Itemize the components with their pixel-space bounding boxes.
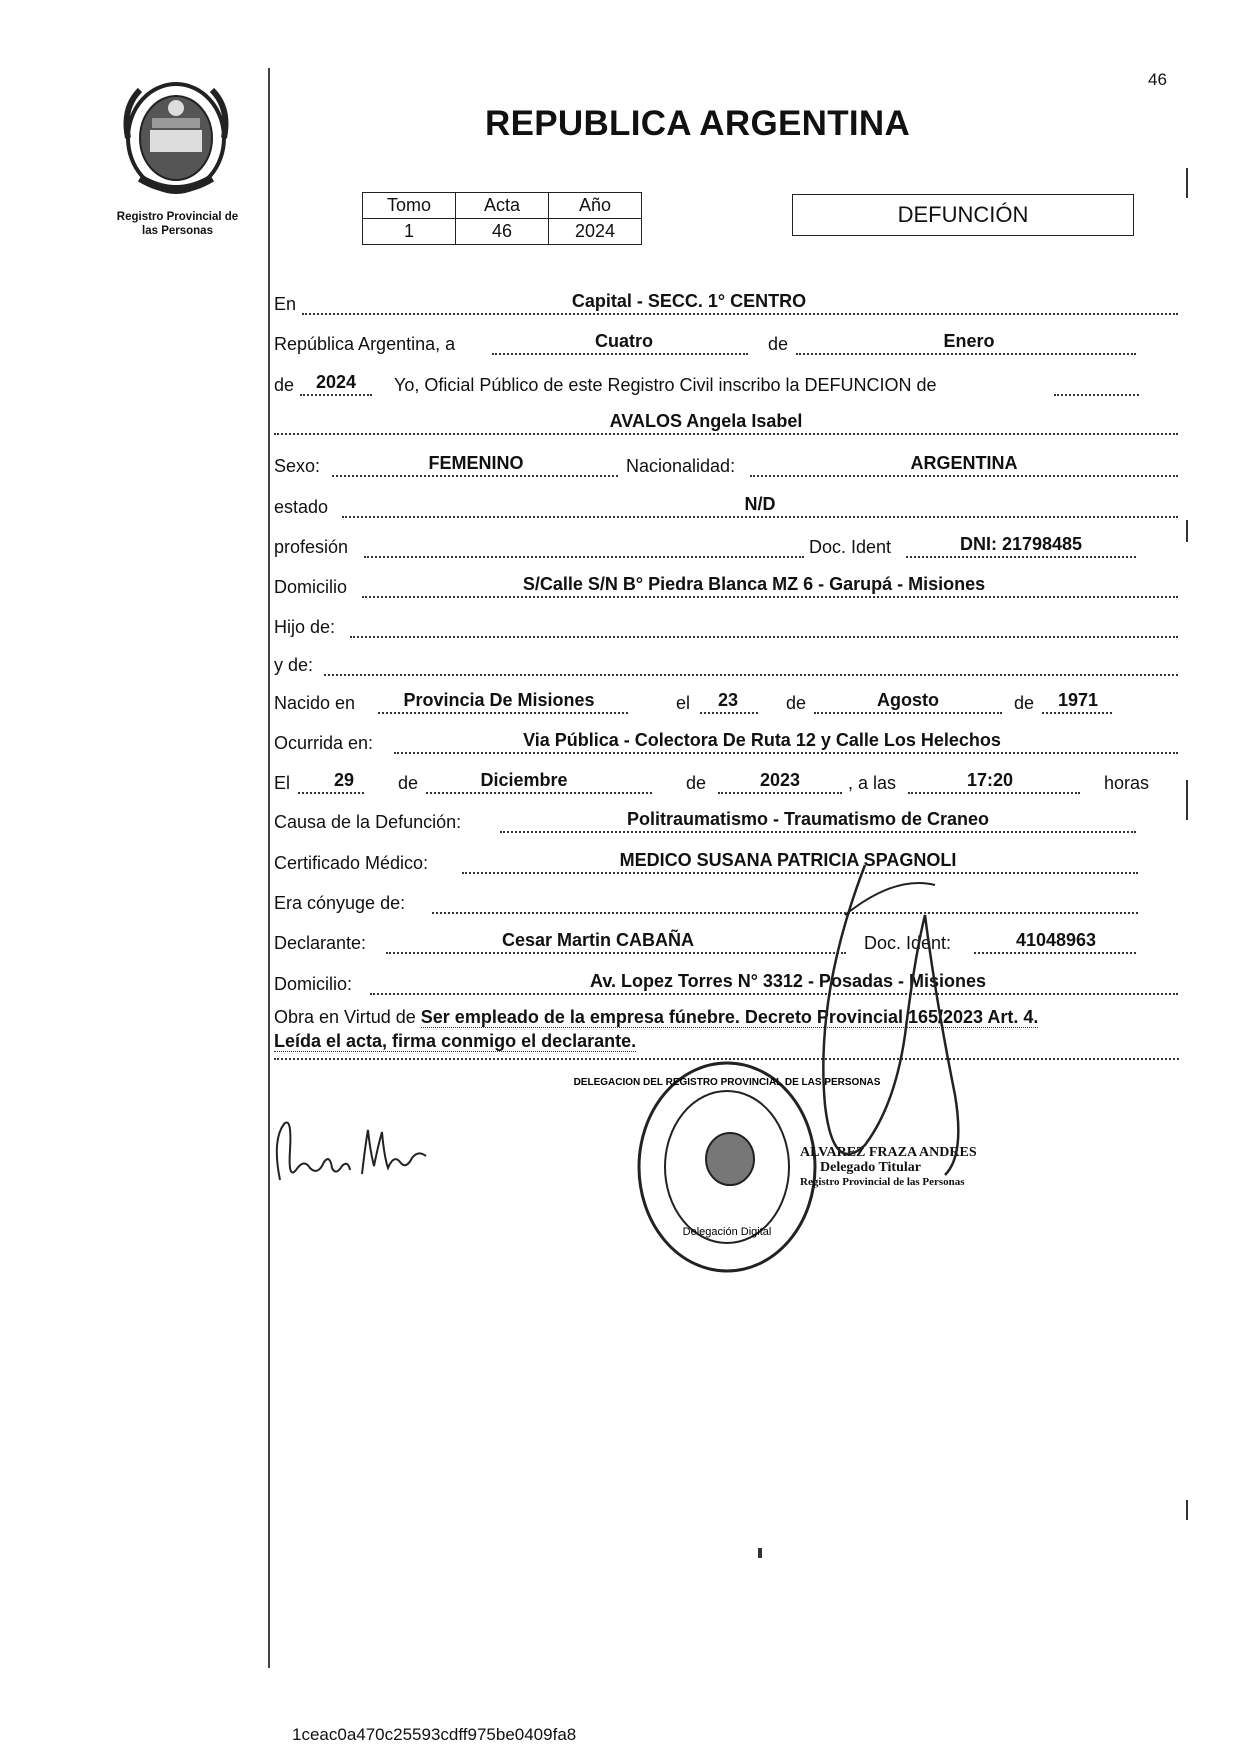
document-hash: 1ceac0a470c25593cdff975be0409fa8 [292,1725,577,1744]
value-anio-nacimiento: 1971 [1057,690,1099,710]
label-conyuge: Era cónyuge de: [274,893,406,913]
value-declarante: Cesar Martin CABAÑA [501,930,695,950]
label-de-anio: de [274,375,295,395]
row-estado [274,494,1179,527]
label-domicilio: Domicilio [274,577,348,597]
scan-mark [758,1548,762,1558]
fill-line [324,674,1178,676]
header-anio: Año [549,193,642,219]
label-doc-ident: Doc. Ident [809,537,892,557]
official-role: Delegado Titular [820,1160,921,1175]
label-ocurrida: Ocurrida en: [274,733,374,753]
value-dia-nacimiento: 23 [717,690,739,710]
row-hijo [274,617,1179,647]
obra-section [274,1005,1179,1053]
header-acta: Acta [456,193,549,219]
label-nacionalidad: Nacionalidad: [626,456,736,476]
scan-mark [1186,780,1188,820]
label-republica: República Argentina, a [274,334,456,354]
row-fecha-defuncion [274,770,1179,803]
value-doc-declarante: 41048963 [1015,930,1097,950]
value-hora: 17:20 [966,770,1014,790]
label-horas: horas [1104,773,1150,793]
fill-line [796,353,1136,355]
value-certificado: MEDICO SUSANA PATRICIA SPAGNOLI [619,850,957,870]
fill-line [350,636,1178,638]
value-ocurrida: Via Pública - Colectora De Ruta 12 y Calle Los Helechos [523,730,1001,750]
fill-line [1042,712,1112,714]
value-mes-nacimiento: Agosto [877,690,939,710]
value-en: Capital - SECC. 1° CENTRO [571,291,807,311]
record-type: DEFUNCIÓN [792,194,1134,236]
fill-line [432,912,1138,914]
row-fecha [274,331,1179,364]
header-tomo: Tomo [363,193,456,219]
label-en: En [274,294,297,314]
scan-mark [1186,1500,1188,1520]
obra-line-1 [274,1005,1179,1029]
value-anio: 2024 [549,219,642,245]
value-anio: 2024 [315,372,357,392]
fill-line [378,712,628,714]
obra-text-2: Leída el acta, firma conmigo el declarante. [274,1031,637,1051]
fill-line [718,792,842,794]
fill-line [300,394,372,396]
fill-line [362,596,1178,598]
fill-line [750,475,1178,477]
label-certificado: Certificado Médico: [274,853,429,873]
value-tomo: 1 [363,219,456,245]
fill-line [370,993,1178,995]
fill-line [274,433,1178,435]
fill-line [426,792,652,794]
fill-line [394,752,1178,754]
obra-prefix: Obra en Virtud de [274,1007,416,1027]
label-hijo: Hijo de: [274,617,336,637]
seal-inner-text: Delegación Digital [682,1226,772,1238]
label-de: de [768,334,789,354]
value-nombre: AVALOS Angela Isabel [609,411,803,431]
label-profesion: profesión [274,537,349,557]
row-causa [274,809,1179,842]
label-de: de [686,773,707,793]
label-de: de [398,773,419,793]
label-de: de [1014,693,1035,713]
page-number: 46 [1148,70,1167,89]
fill-line [700,712,758,714]
value-lugar-nacimiento: Provincia De Misiones [403,690,595,710]
value-anio-defuncion: 2023 [759,770,801,790]
fill-line [906,556,1136,558]
value-causa: Politraumatismo - Traumatismo de Craneo [626,809,990,829]
fill-line [462,872,1138,874]
label-declarante: Declarante: [274,933,367,953]
fill-line [500,831,1136,833]
value-mes: Enero [943,331,995,351]
row-profesion [274,534,1179,567]
label-el: el [676,693,691,713]
seal-ring-text: DELEGACION DEL REGISTRO PROVINCIAL DE LAS PERSONAS [573,1077,881,1088]
fill-line [364,556,804,558]
fill-line [332,475,618,477]
value-dia: Cuatro [595,331,653,351]
row-nacido [274,690,1179,723]
value-dia-defuncion: 29 [333,770,355,790]
declarant-signature [270,1110,440,1200]
fill-line [342,516,1178,518]
provincial-emblem [120,78,232,196]
label-y-de: y de: [274,655,314,675]
value-estado: N/D [744,494,776,514]
record-table [362,192,642,245]
registry-line-1: Registro Provincial de [116,211,239,223]
fill-line [298,792,364,794]
row-ocurrida [274,730,1179,763]
label-nacido: Nacido en [274,693,356,713]
inscription-text: Yo, Oficial Público de este Registro Civil inscribo la DEFUNCION de [394,375,937,395]
value-domicilio-declarante: Av. Lopez Torres N° 3312 - Posadas - Misiones [590,971,986,991]
official-signature [805,855,980,1185]
value-acta: 46 [456,219,549,245]
margin-rule [268,68,270,1668]
label-doc-ident-declarante: Doc. Ident: [864,933,952,953]
label-sexo: Sexo: [274,456,321,476]
fill-line [386,952,846,954]
row-certificado [274,850,1179,883]
label-el: El [274,773,291,793]
row-y-de [274,655,1179,685]
fill-line [492,353,748,355]
row-declarante [274,930,1179,963]
official-office: Registro Provincial de las Personas [800,1176,965,1188]
row-conyuge [274,893,1179,923]
label-causa: Causa de la Defunción: [274,812,462,832]
value-sexo: FEMENINO [428,453,524,473]
fill-line [1054,394,1139,396]
value-domicilio: S/Calle S/N B° Piedra Blanca MZ 6 - Garupá - Misiones [522,574,986,594]
fill-line [814,712,1002,714]
obra-line-2 [274,1029,1179,1053]
row-domicilio-declarante [274,971,1179,1004]
row-nombre [274,411,1179,444]
registry-line-2: las Personas [142,225,213,237]
fill-line [302,313,1178,315]
label-domicilio-declarante: Domicilio: [274,974,353,994]
row-en [274,291,1179,324]
row-domicilio [274,574,1179,607]
row-sexo [274,453,1179,486]
scan-mark [1186,168,1188,198]
row-anio [274,372,1179,405]
value-dni: DNI: 21798485 [959,534,1083,554]
label-de: de [786,693,807,713]
official-name: ALVAREZ FRAZA ANDRES [800,1145,977,1160]
value-mes-defuncion: Diciembre [480,770,568,790]
scan-mark [1186,520,1188,542]
label-a-las: , a las [848,773,897,793]
fill-line [974,952,1136,954]
registry-name [95,210,260,238]
obra-text-1: Ser empleado de la empresa fúnebre. Decreto Provincial 165/2023 Art. 4. [420,1007,1039,1027]
fill-line [908,792,1080,794]
page-title: REPUBLICA ARGENTINA [485,104,911,143]
label-estado: estado [274,497,329,517]
value-nacionalidad: ARGENTINA [910,453,1018,473]
